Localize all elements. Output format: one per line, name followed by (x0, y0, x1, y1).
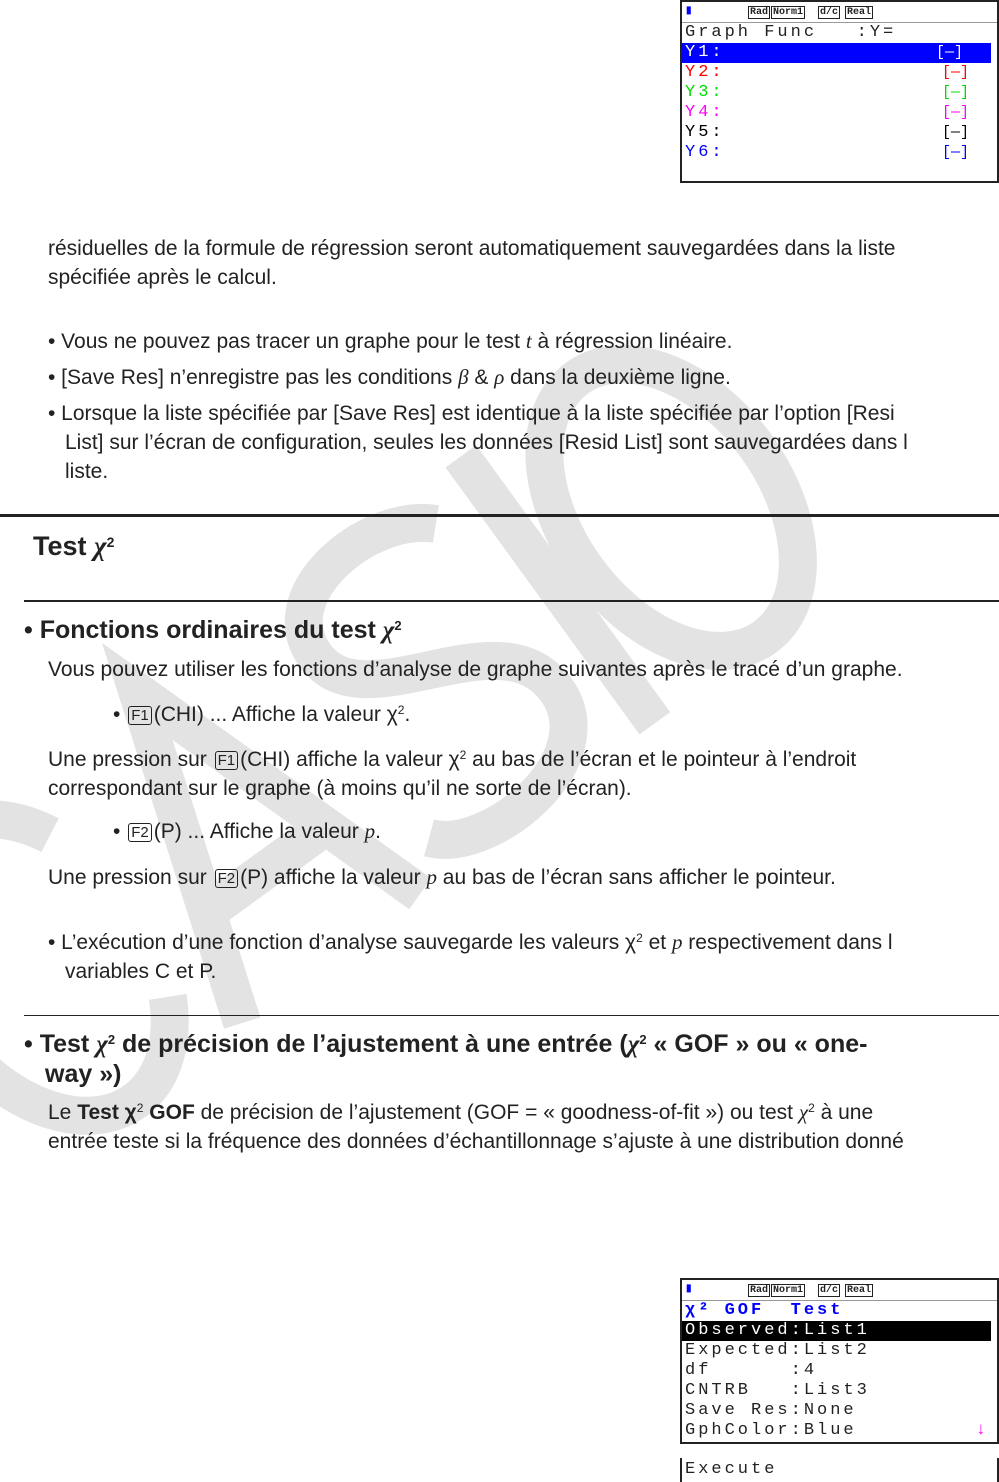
paragraph: entrée teste si la fréquence des données d’échantillonnage s’ajuste à une distribution donné (48, 1130, 904, 1153)
status-real: Real (847, 7, 872, 18)
divider (24, 600, 999, 602)
f1-key: F1 (128, 706, 152, 725)
battery-icon: ▮ (686, 6, 692, 17)
calculator-screen-execute (680, 1458, 999, 1482)
note-2: • [Save Res] n’enregistre pas les conditions β & ρ dans la deuxième ligne. (48, 365, 731, 389)
battery-icon: ▮ (686, 1284, 692, 1295)
note-4: variables C et P. (65, 960, 217, 983)
paragraph: correspondant sur le graphe (à moins qu’il ne sorte de l’écran). (48, 777, 632, 800)
func-row[interactable]: Y2: [—] (685, 63, 969, 82)
subsection-title: • Fonctions ordinaires du test $\chi^2$ (24, 616, 402, 644)
note-3: List] sur l’écran de configuration, seules les données [Resid List] sont sauvegardées dans l (65, 431, 908, 454)
divider (24, 1015, 999, 1016)
status-dc: d/c (820, 7, 839, 18)
paragraph: Le Test $\chi^2$ GOF de précision de l’ajustement (GOF = « goodness-of-fit ») ou test $\chi^2$ à une (48, 1100, 874, 1124)
func-row[interactable]: Y1: [—] (682, 43, 991, 63)
calculator-screen-gof-test (680, 1278, 999, 1444)
intro-line: spécifiée après le calcul. (48, 266, 277, 289)
f2-key: F2 (128, 823, 152, 842)
subsection-title-cont: way ») (45, 1060, 122, 1088)
screen-title: χ² GOF Test (685, 1301, 844, 1320)
paragraph: Une pression sur F2 (P) affiche la valeur p au bas de l’écran sans afficher le pointeur. (48, 865, 836, 889)
status-rad: Rad (750, 1285, 769, 1296)
intro-line: résiduelles de la formule de régression seront automatiquement sauvegardées dans la liste (48, 237, 896, 260)
setting-row-df[interactable]: df :4 (685, 1361, 818, 1380)
paragraph: Une pression sur F1 (CHI) affiche la valeur $\chi^2$ au bas de l’écran et le pointeur à l’endroit (48, 747, 857, 771)
status-norm: Norm1 (773, 1285, 804, 1296)
status-dc: d/c (820, 1285, 839, 1296)
func-row[interactable]: Y5: [—] (685, 123, 969, 142)
section-title: Test $\chi^2$ (33, 531, 115, 561)
note-1: • Vous ne pouvez pas tracer un graphe pour le test t à régression linéaire. (48, 329, 733, 353)
status-norm: Norm1 (773, 7, 804, 18)
bullet-f1: • F1 (CHI) ... Affiche la valeur $\chi^2$. (113, 702, 411, 726)
f2-key: F2 (215, 869, 239, 888)
setting-row-cntrb[interactable]: CNTRB :List3 (685, 1381, 870, 1400)
f1-key: F1 (215, 751, 239, 770)
paragraph: Vous pouvez utiliser les fonctions d’analyse de graphe suivantes après le tracé d’un graphe. (48, 658, 903, 681)
setting-row-gphcolor[interactable]: GphColor:Blue ↓ (685, 1421, 989, 1440)
func-row[interactable]: Y4: [—] (685, 103, 969, 122)
bullet-f2: • F2 (P) ... Affiche la valeur p. (113, 819, 381, 843)
setting-row-expected[interactable]: Expected:List2 (685, 1341, 870, 1360)
status-bar (682, 2, 997, 23)
note-3: • Lorsque la liste spécifiée par [Save Res] est identique à la liste spécifiée par l’option [Resi (48, 402, 895, 425)
scroll-down-arrow-icon: ↓ (975, 1421, 989, 1440)
note-4: • L’exécution d’une fonction d’analyse sauvegarde les valeurs $\chi^2$ et p respectivement dans l (48, 930, 893, 954)
subsection-title: • Test $\chi^2$ de précision de l’ajustement à une entrée ($\chi^2$ « GOF » ou « one- (24, 1030, 868, 1058)
status-bar (682, 1280, 997, 1301)
section-divider (0, 514, 999, 517)
calculator-screen-graph-func (680, 0, 999, 183)
execute-row[interactable]: Execute (685, 1460, 778, 1479)
setting-row-save-res[interactable]: Save Res:None (685, 1401, 857, 1420)
note-3: liste. (65, 460, 109, 483)
status-rad: Rad (750, 7, 769, 18)
status-real: Real (847, 1285, 872, 1296)
func-row[interactable]: Y6: [—] (685, 143, 969, 162)
screen-title: Graph Func :Y= (685, 23, 897, 42)
setting-row-observed[interactable]: Observed:List1 (682, 1321, 991, 1341)
func-row[interactable]: Y3: [—] (685, 83, 969, 102)
